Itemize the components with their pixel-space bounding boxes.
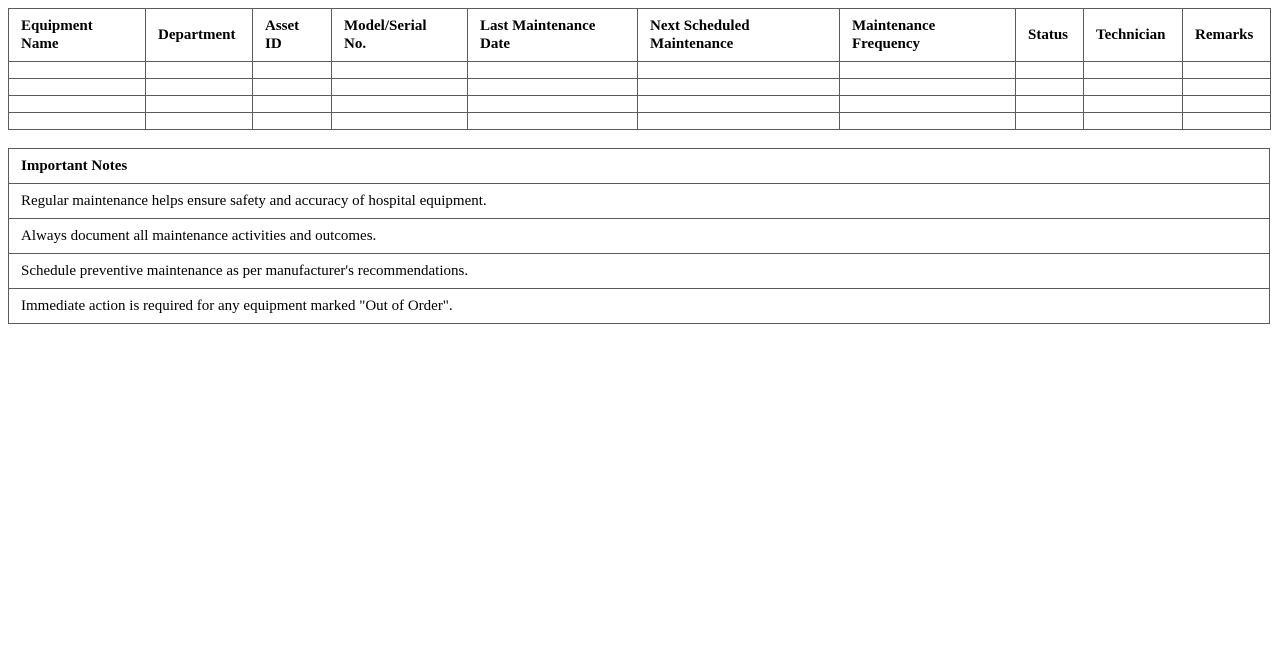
note-text: Always document all maintenance activities and outcomes.: [9, 219, 1270, 254]
header-status: Status: [1016, 9, 1084, 62]
header-last-maintenance-date: Last Maintenance Date: [468, 9, 638, 62]
table-cell[interactable]: [840, 62, 1016, 79]
notes-title-row: [9, 149, 1270, 184]
table-cell[interactable]: [638, 96, 840, 113]
table-cell[interactable]: [9, 113, 146, 130]
table-cell[interactable]: [146, 62, 253, 79]
table-cell[interactable]: [1016, 113, 1084, 130]
important-notes-table: [8, 148, 1270, 324]
note-text: Immediate action is required for any equipment marked "Out of Order".: [9, 289, 1270, 324]
header-remarks: Remarks: [1183, 9, 1271, 62]
table-cell[interactable]: [332, 113, 468, 130]
table-cell[interactable]: [840, 96, 1016, 113]
note-text: Schedule preventive maintenance as per manufacturer's recommendations.: [9, 254, 1270, 289]
table-cell[interactable]: [638, 79, 840, 96]
table-cell[interactable]: [146, 113, 253, 130]
list-item: [9, 289, 1270, 324]
table-cell[interactable]: [638, 62, 840, 79]
table-cell[interactable]: [1084, 79, 1183, 96]
table-cell[interactable]: [332, 96, 468, 113]
table-header-row: [9, 9, 1271, 62]
table-cell[interactable]: [253, 96, 332, 113]
header-maintenance-frequency: Maintenance Frequency: [840, 9, 1016, 62]
table-row: [9, 62, 1271, 79]
table-cell[interactable]: [253, 62, 332, 79]
header-technician: Technician: [1084, 9, 1183, 62]
table-cell[interactable]: [1084, 96, 1183, 113]
table-cell[interactable]: [840, 79, 1016, 96]
table-cell[interactable]: [1016, 96, 1084, 113]
document-page: [8, 8, 1270, 324]
notes-title: Important Notes: [9, 149, 1270, 184]
table-row: [9, 79, 1271, 96]
table-cell[interactable]: [1084, 113, 1183, 130]
table-cell[interactable]: [638, 113, 840, 130]
table-cell[interactable]: [1084, 62, 1183, 79]
table-cell[interactable]: [1183, 62, 1271, 79]
table-cell[interactable]: [468, 79, 638, 96]
table-cell[interactable]: [146, 79, 253, 96]
table-row: [9, 96, 1271, 113]
header-equipment-name: Equipment Name: [9, 9, 146, 62]
table-cell[interactable]: [332, 62, 468, 79]
table-cell[interactable]: [9, 62, 146, 79]
table-cell[interactable]: [332, 79, 468, 96]
header-department: Department: [146, 9, 253, 62]
table-row: [9, 113, 1271, 130]
table-cell[interactable]: [1183, 79, 1271, 96]
table-cell[interactable]: [146, 96, 253, 113]
table-cell[interactable]: [468, 113, 638, 130]
table-cell[interactable]: [468, 96, 638, 113]
list-item: [9, 219, 1270, 254]
table-cell[interactable]: [468, 62, 638, 79]
table-cell[interactable]: [1016, 62, 1084, 79]
note-text: Regular maintenance helps ensure safety and accuracy of hospital equipment.: [9, 184, 1270, 219]
equipment-maintenance-table: [8, 8, 1271, 130]
header-asset-id: Asset ID: [253, 9, 332, 62]
table-cell[interactable]: [9, 96, 146, 113]
table-cell[interactable]: [1183, 96, 1271, 113]
list-item: [9, 254, 1270, 289]
header-next-scheduled-maintenance: Next Scheduled Maintenance: [638, 9, 840, 62]
table-cell[interactable]: [840, 113, 1016, 130]
header-model-serial: Model/Serial No.: [332, 9, 468, 62]
table-cell[interactable]: [1016, 79, 1084, 96]
list-item: [9, 184, 1270, 219]
table-cell[interactable]: [253, 79, 332, 96]
table-cell[interactable]: [9, 79, 146, 96]
table-cell[interactable]: [253, 113, 332, 130]
table-cell[interactable]: [1183, 113, 1271, 130]
